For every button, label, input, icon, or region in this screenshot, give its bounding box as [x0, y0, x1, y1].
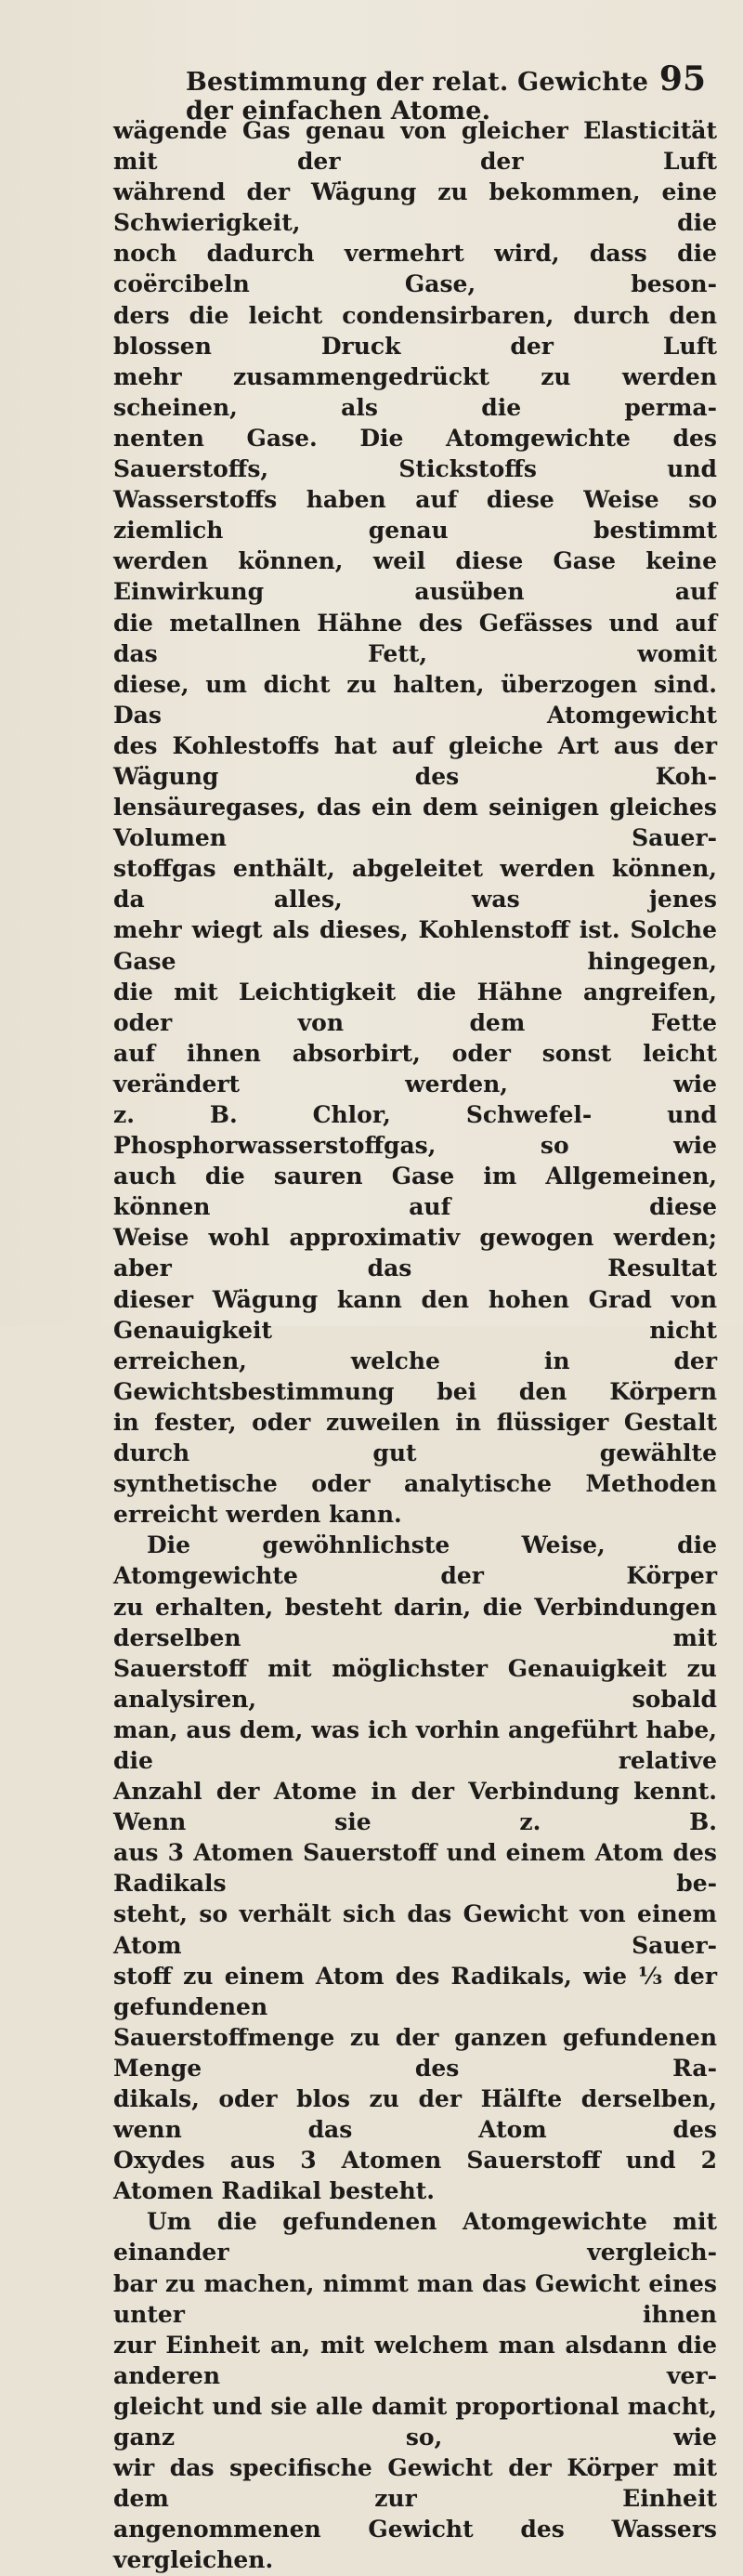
text-line: stoffgas enthält, abgeleitet werden können, da alles, was jenes — [113, 855, 717, 913]
running-title: Bestimmung der relat. Gewichte der einfachen Atome. — [186, 68, 649, 125]
text-line: auf ihnen absorbirt, oder sonst leicht verändert werden, wie — [113, 1039, 717, 1097]
text-line: die metallnen Hähne des Gefässes und auf das Fett, womit — [113, 609, 717, 667]
text-line: Weise wohl approximativ gewogen werden; aber das Resultat — [113, 1224, 717, 1282]
body-text — [113, 115, 717, 2576]
text-line: während der Wägung zu bekommen, eine Schwierigkeit, die — [113, 178, 717, 237]
text-line: die mit Leichtigkeit die Hähne angreifen, oder von dem Fette — [113, 978, 717, 1036]
text-line: Anzahl der Atome in der Verbindung kennt. Wenn sie z. B. — [113, 1778, 717, 1836]
text-line: steht, so verhält sich das Gewicht von einem Atom Sauer- — [113, 1900, 717, 1959]
text-line: nenten Gase. Die Atomgewichte des Sauerstoffs, Stickstoffs und — [113, 424, 717, 483]
text-line: Sauerstoffmenge zu der ganzen gefundenen Menge des Ra- — [113, 2023, 717, 2082]
text-line: dieser Wägung kann den hohen Grad von Genauigkeit nicht — [113, 1285, 717, 1344]
text-line: ders die leicht condensirbaren, durch den blossen Druck der Luft — [113, 301, 717, 360]
text-line: man, aus dem, was ich vorhin angeführt habe, die relative — [113, 1715, 717, 1774]
text-line: zur Einheit an, mit welchem man alsdann die anderen ver- — [113, 2331, 717, 2389]
text-line: Oxydes aus 3 Atomen Sauerstoff und 2 Atomen Radikal besteht. — [113, 2147, 717, 2205]
text-line: stoff zu einem Atom des Radikals, wie ⅓ der gefundenen — [113, 1962, 717, 2020]
text-line: wir das specifische Gewicht der Körper mit dem zur Einheit — [113, 2454, 717, 2513]
text-line: z. B. Chlor, Schwefel- und Phosphorwasserstoffgas, so wie — [113, 1101, 717, 1160]
text-line: noch dadurch vermehrt wird, dass die coërcibeln Gase, beson- — [113, 240, 717, 298]
text-line: auch die sauren Gase im Allgemeinen, können auf diese — [113, 1163, 717, 1221]
text-line: Wasserstoffs haben auf diese Weise so ziemlich genau bestimmt — [113, 486, 717, 545]
text-line: angenommenen Gewicht des Wassers vergleichen. — [113, 2516, 717, 2574]
text-line: synthetische oder analytische Methoden erreicht werden kann. — [113, 1470, 717, 1529]
text-line: zu erhalten, besteht darin, die Verbindungen derselben mit — [113, 1593, 717, 1651]
text-line: diese, um dicht zu halten, überzogen sind. Das Atomgewicht — [113, 670, 717, 729]
text-line: Die gewöhnlichste Weise, die Atomgewichte der Körper — [113, 1531, 717, 1590]
text-line: lensäuregases, das ein dem seinigen gleiches Volumen Sauer- — [113, 794, 717, 852]
text-line: mehr zusammengedrückt zu werden scheinen, als die perma- — [113, 362, 717, 421]
text-line: werden können, weil diese Gase keine Einwirkung ausüben auf — [113, 547, 717, 606]
text-line: gleicht und sie alle damit proportional macht, ganz so, wie — [113, 2392, 717, 2451]
text-line: dikals, oder blos zu der Hälfte derselben, wenn das Atom des — [113, 2085, 717, 2144]
text-line: bar zu machen, nimmt man das Gewicht eines unter ihnen — [113, 2269, 717, 2328]
text-line: Um die gefundenen Atomgewichte mit einander vergleich- — [113, 2208, 717, 2267]
text-line: wägende Gas genau von gleicher Elasticität mit der der Luft — [113, 117, 717, 176]
text-line: mehr wiegt als dieses, Kohlenstoff ist. Solche Gase hingegen, — [113, 916, 717, 975]
page-number: 95 — [658, 59, 706, 99]
text-line: aus 3 Atomen Sauerstoff und einem Atom des Radikals be- — [113, 1839, 717, 1898]
text-line: erreichen, welche in der Gewichtsbestimmung bei den Körpern — [113, 1347, 717, 1405]
text-line: in fester, oder zuweilen in flüssiger Gestalt durch gut gewählte — [113, 1408, 717, 1467]
text-line: Sauerstoff mit möglichster Genauigkeit zu analysiren, sobald — [113, 1654, 717, 1713]
text-line: des Kohlestoffs hat auf gleiche Art aus der Wägung des Koh- — [113, 731, 717, 790]
